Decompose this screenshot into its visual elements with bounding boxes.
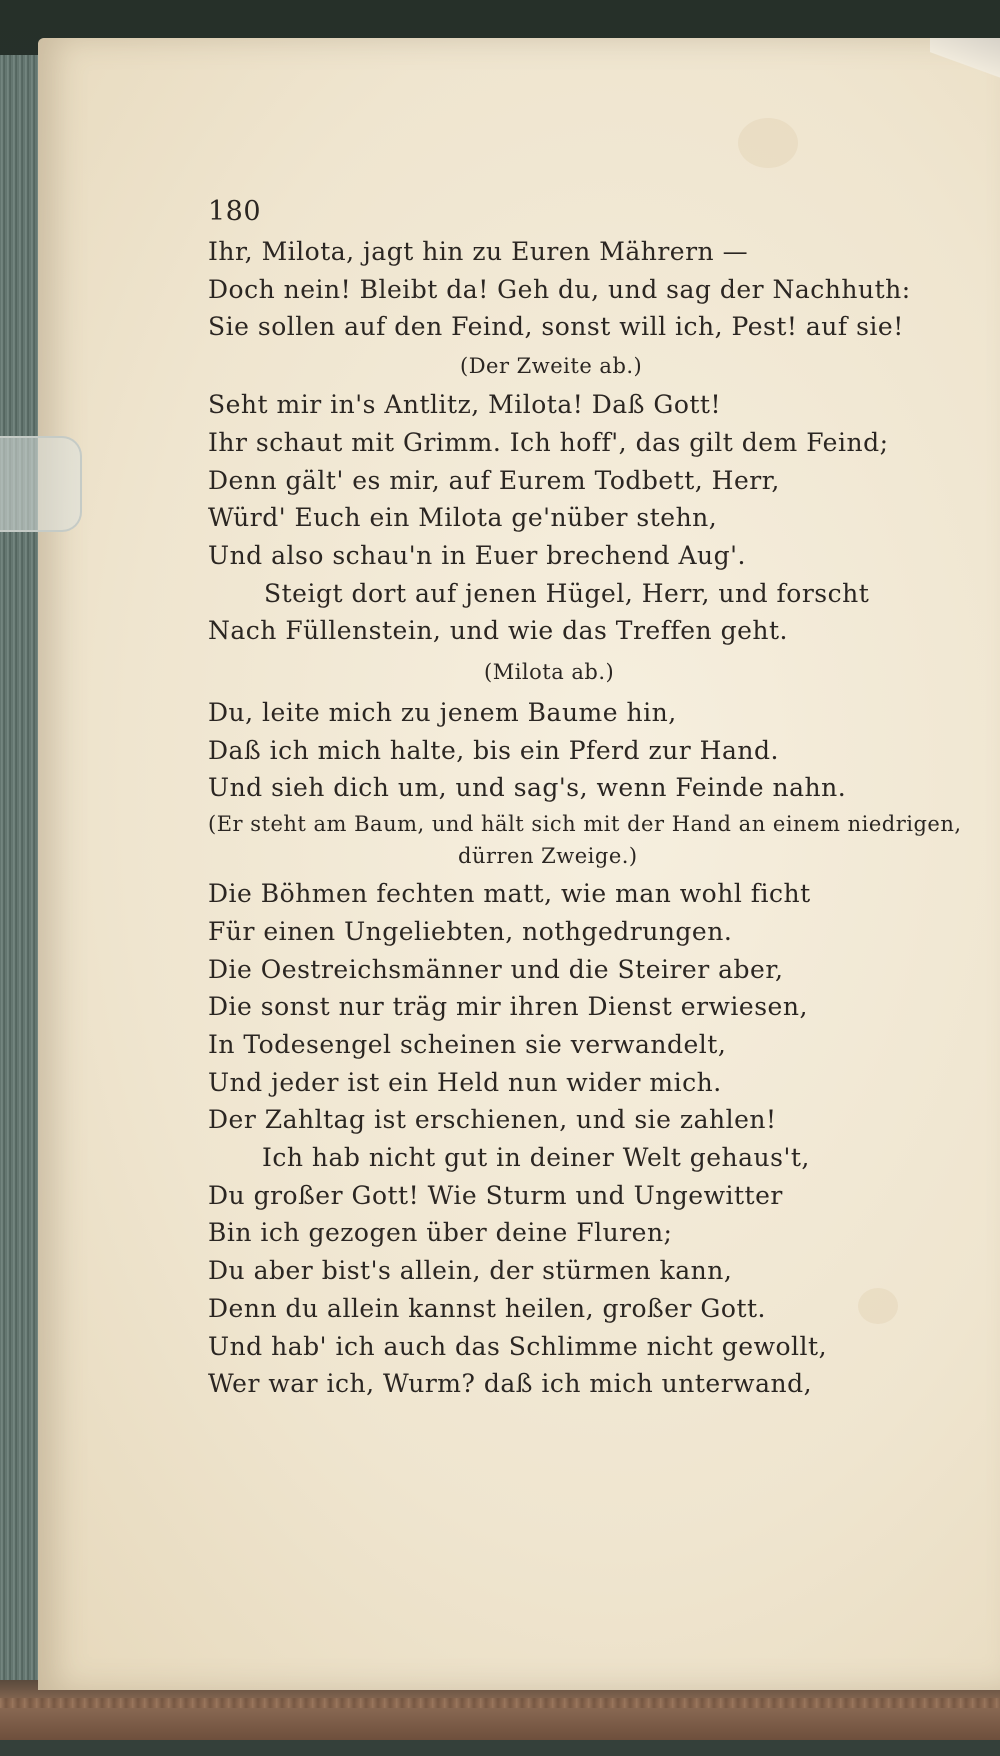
verse-line: Und hab' ich auch das Schlimme nicht gewollt, xyxy=(208,1331,828,1361)
verse-line: Bin ich gezogen über deine Fluren; xyxy=(208,1218,673,1248)
verse-line: Und also schau'n in Euer brechend Aug'. xyxy=(208,540,746,570)
verse-line: Steigt dort auf jenen Hügel, Herr, und forscht xyxy=(264,578,870,608)
page-clip xyxy=(0,436,82,532)
stage-direction: (Er steht am Baum, und hält sich mit der Hand an einem niedrigen, xyxy=(208,812,962,837)
verse-line: Du aber bist's allein, der stürmen kann, xyxy=(208,1256,733,1286)
verse-line: Nach Füllenstein, und wie das Treffen geht. xyxy=(208,616,788,646)
verse-line: Für einen Ungeliebten, nothgedrungen. xyxy=(208,916,733,946)
paper-stain xyxy=(738,118,798,168)
verse-line: Denn du allein kannst heilen, großer Gott. xyxy=(208,1293,766,1323)
stage-direction: (Der Zweite ab.) xyxy=(460,354,643,379)
verse-line: Du, leite mich zu jenem Baume hin, xyxy=(208,698,677,728)
verse-line: Und jeder ist ein Held nun wider mich. xyxy=(208,1067,722,1097)
verse-line: Ihr, Milota, jagt hin zu Euren Mährern — xyxy=(208,237,749,266)
verse-line: Der Zahltag ist erschienen, und sie zahlen! xyxy=(208,1105,777,1135)
verse-line: Seht mir in's Antlitz, Milota! Daß Gott! xyxy=(208,390,722,420)
verse-line: Sie sollen auf den Feind, sonst will ich, Pest! auf sie! xyxy=(208,312,904,342)
folded-corner xyxy=(930,38,1000,78)
page-number: 180 xyxy=(208,196,262,227)
page-text xyxy=(208,196,962,1403)
verse-line: Die Böhmen fechten matt, wie man wohl ficht xyxy=(208,879,811,909)
verse-line: Wer war ich, Wurm? daß ich mich unterwand, xyxy=(208,1369,813,1399)
verse-line: Doch nein! Bleibt da! Geh du, und sag der Nachhuth: xyxy=(208,274,911,304)
stage-direction: dürren Zweige.) xyxy=(458,844,638,869)
verse-line: Die Oestreichsmänner und die Steirer aber, xyxy=(208,954,784,984)
verse-line: In Todesengel scheinen sie verwandelt, xyxy=(208,1029,727,1059)
verse-line: Ihr schaut mit Grimm. Ich hoff', das gilt dem Feind; xyxy=(208,427,889,457)
verse-line: Daß ich mich halte, bis ein Pferd zur Hand. xyxy=(208,735,779,765)
verse-line: Die sonst nur träg mir ihren Dienst erwiesen, xyxy=(208,992,808,1022)
verse-line: Denn gält' es mir, auf Eurem Todbett, Herr, xyxy=(208,465,780,495)
verse-line: Ich hab nicht gut in deiner Welt gehaus't, xyxy=(262,1143,810,1173)
verse-line: Würd' Euch ein Milota ge'nüber stehn, xyxy=(208,503,718,533)
verse-line: Du großer Gott! Wie Sturm und Ungewitter xyxy=(208,1180,783,1210)
verse-line: Und sieh dich um, und sag's, wenn Feinde nahn. xyxy=(208,773,847,803)
stage-direction: (Milota ab.) xyxy=(484,660,615,685)
